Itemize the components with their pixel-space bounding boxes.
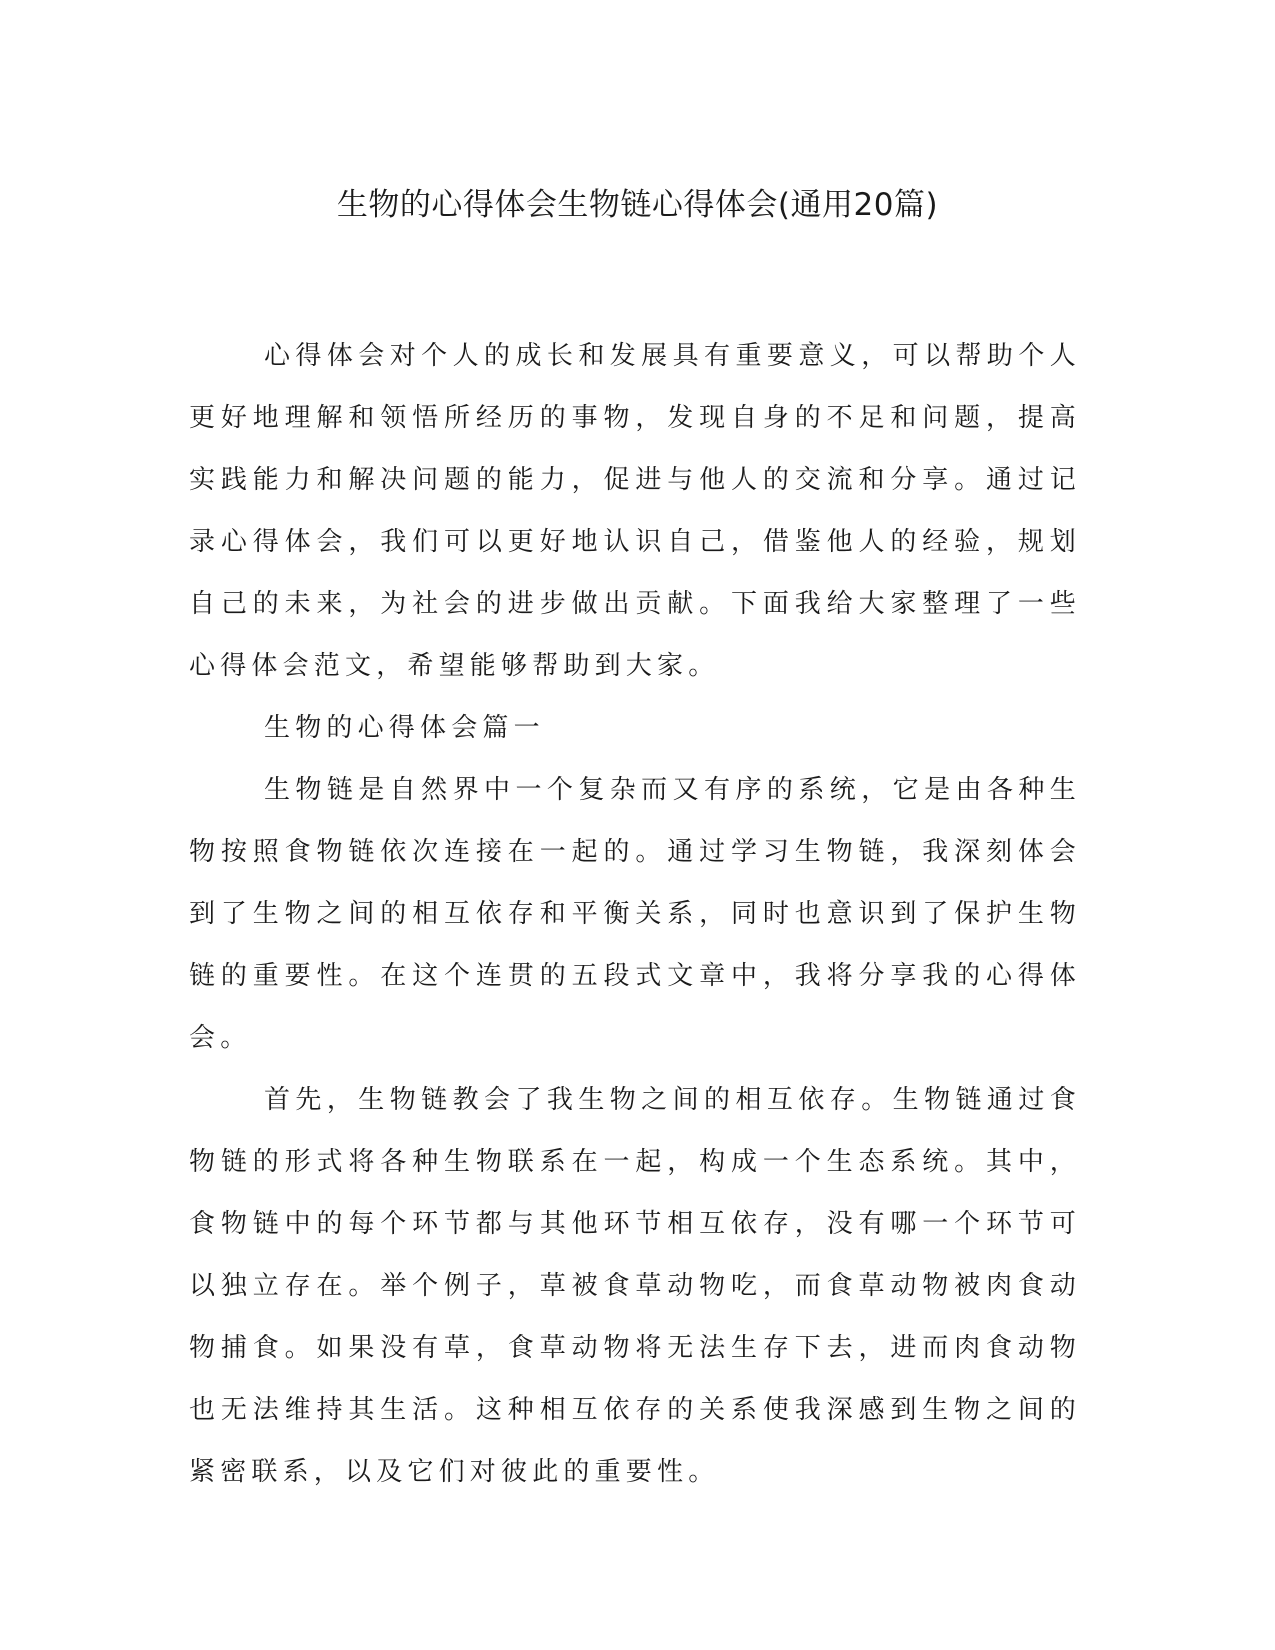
body-paragraph: 生物链是自然界中一个复杂而又有序的系统，它是由各种生物按照食物链依次连接在一起的。通过学习生物链，我深刻体会到了生物之间的相互依存和平衡关系，同时也意识到了保护生物链的重要性。在这个连贯的五段式文章中，我将分享我的心得体会。 xyxy=(189,775,1081,1053)
section-heading: 生物的心得体会篇一 xyxy=(264,713,545,743)
intro-paragraph: 心得体会对个人的成长和发展具有重要意义，可以帮助个人更好地理解和领悟所经历的事物，发现自身的不足和问题，提高实践能力和解决问题的能力，促进与他人的交流和分享。通过记录心得体会，我们可以更好地认识自己，借鉴他人的经验，规划自己的未来，为社会的进步做出贡献。下面我给大家整理了一些心得体会范文，希望能够帮助到大家。 xyxy=(189,341,1081,681)
document-title: 生物的心得体会生物链心得体会(通用20篇) xyxy=(336,187,939,223)
body-paragraph: 首先，生物链教会了我生物之间的相互依存。生物链通过食物链的形式将各种生物联系在一起，构成一个生态系统。其中，食物链中的每个环节都与其他环节相互依存，没有哪一个环节可以独立存在。举个例子，草被食草动物吃，而食草动物被肉食动物捕食。如果没有草，食草动物将无法生存下去，进而肉食动物也无法维持其生活。这种相互依存的关系使我深感到生物之间的紧密联系，以及它们对彼此的重要性。 xyxy=(189,1085,1081,1487)
document-body xyxy=(189,325,1081,1503)
